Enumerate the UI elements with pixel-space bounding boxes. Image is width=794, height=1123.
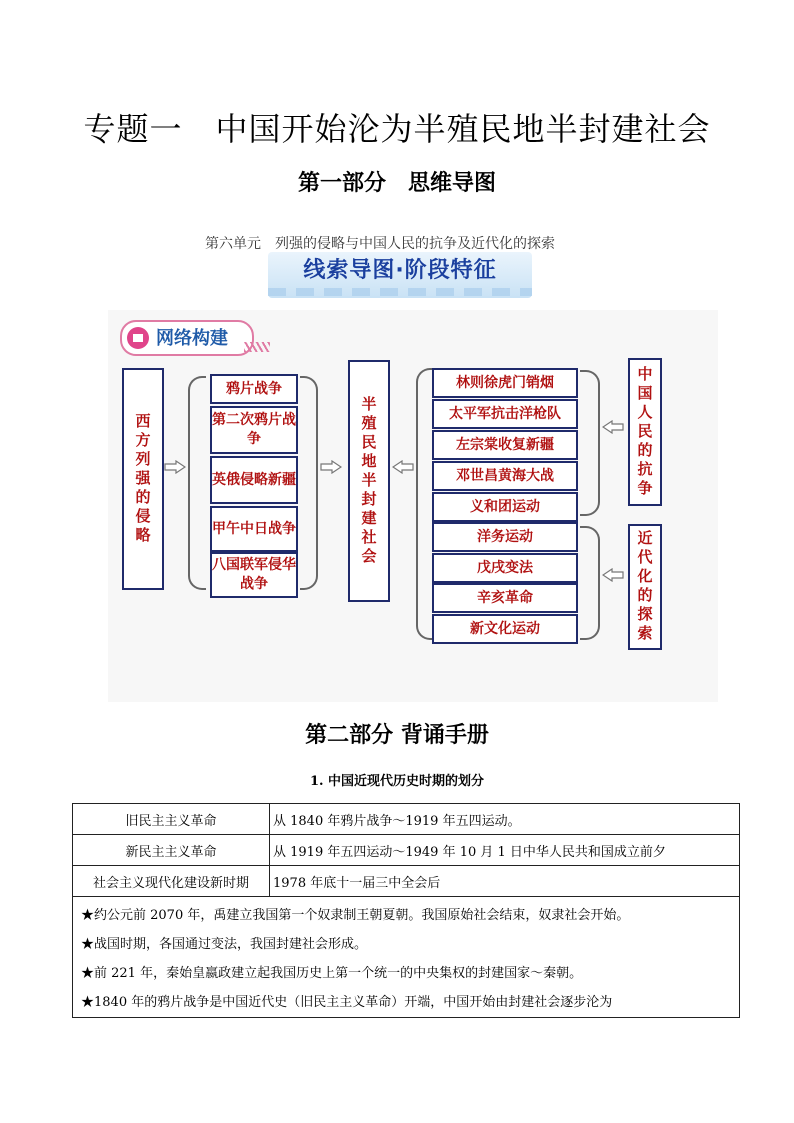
wars-brace-left	[188, 376, 206, 590]
badge-icon	[127, 327, 149, 349]
period-label: 新民主主义革命	[73, 835, 270, 866]
note-item: ★战国时期，各国通过变法，我国封建社会形成。	[81, 937, 368, 952]
notes-row	[73, 897, 740, 1018]
struggle-item-4: 邓世昌黄海大战	[432, 461, 578, 491]
badge-label: 网络构建	[156, 328, 228, 349]
struggles-brace	[580, 370, 600, 516]
struggle-item-3: 左宗棠收复新疆	[432, 430, 578, 460]
part-two-heading: 第二部分 背诵手册	[305, 723, 489, 748]
war-item-2: 第二次鸦片战争	[210, 406, 298, 454]
western-invasion-box: 西方列强的侵略	[122, 368, 164, 590]
war-item-3: 英俄侵略新疆	[210, 456, 298, 504]
struggle-item-1: 林则徐虎门销烟	[432, 368, 578, 398]
document-title: 专题一 中国开始沦为半殖民地半封建社会	[83, 110, 711, 148]
war-item-4: 甲午中日战争	[210, 506, 298, 552]
exploration-item-2: 戊戌变法	[432, 553, 578, 583]
war-item-5: 八国联军侵华战争	[210, 552, 298, 598]
struggle-item-5: 义和团运动	[432, 492, 578, 522]
note-item: ★约公元前 2070 年，禹建立我国第一个奴隶制王朝夏朝。我国原始社会结束，奴隶社会开始。	[81, 908, 630, 923]
mind-map	[108, 310, 718, 702]
badge-stripes-decoration	[244, 342, 270, 352]
semi-colonial-society-box: 半殖民地半封建社会	[348, 360, 390, 602]
part-one-heading: 第一部分 思维导图	[297, 171, 496, 196]
struggle-item-2: 太平军抗击洋枪队	[432, 399, 578, 429]
arrow-right-icon	[164, 460, 186, 474]
people-struggle-box: 中国人民的抗争	[628, 358, 662, 506]
guide-banner	[268, 252, 532, 298]
table-row	[73, 835, 740, 866]
note-item: ★1840 年的鸦片战争是中国近代史（旧民主主义革命）开端，中国开始由封建社会逐步沦为	[81, 995, 613, 1010]
guide-banner-text: 线索导图·阶段特征	[303, 258, 497, 283]
exploration-item-1: 洋务运动	[432, 522, 578, 552]
wars-brace-right	[300, 376, 318, 590]
period-value: 1978 年底十一届三中全会后	[270, 866, 740, 897]
arrow-left-icon	[602, 420, 624, 434]
section-1-title: 1. 中国近现代历史时期的划分	[309, 774, 485, 789]
exploration-item-3: 辛亥革命	[432, 583, 578, 613]
arrow-left-icon	[602, 568, 624, 582]
period-value: 从 1840 年鸦片战争～1919 年五四运动。	[270, 804, 740, 835]
arrow-left-icon	[392, 460, 414, 474]
period-label: 旧民主主义革命	[73, 804, 270, 835]
war-item-1: 鸦片战争	[210, 374, 298, 404]
modernization-box: 近代化的探索	[628, 524, 662, 650]
explorations-brace	[580, 526, 600, 640]
history-periods-table	[72, 803, 740, 1018]
unit-heading: 第六单元 列强的侵略与中国人民的抗争及近代化的探索	[205, 236, 555, 252]
notes-cell	[73, 897, 740, 1018]
arrow-right-icon	[320, 460, 342, 474]
period-value: 从 1919 年五四运动～1949 年 10 月 1 日中华人民共和国成立前夕	[270, 835, 740, 866]
table-row	[73, 804, 740, 835]
network-build-badge	[120, 320, 254, 356]
banner-wave-decoration	[268, 288, 532, 296]
period-label: 社会主义现代化建设新时期	[73, 866, 270, 897]
exploration-item-4: 新文化运动	[432, 614, 578, 644]
table-row	[73, 866, 740, 897]
note-item: ★前 221 年，秦始皇嬴政建立起我国历史上第一个统一的中央集权的封建国家～秦朝。	[81, 966, 583, 981]
